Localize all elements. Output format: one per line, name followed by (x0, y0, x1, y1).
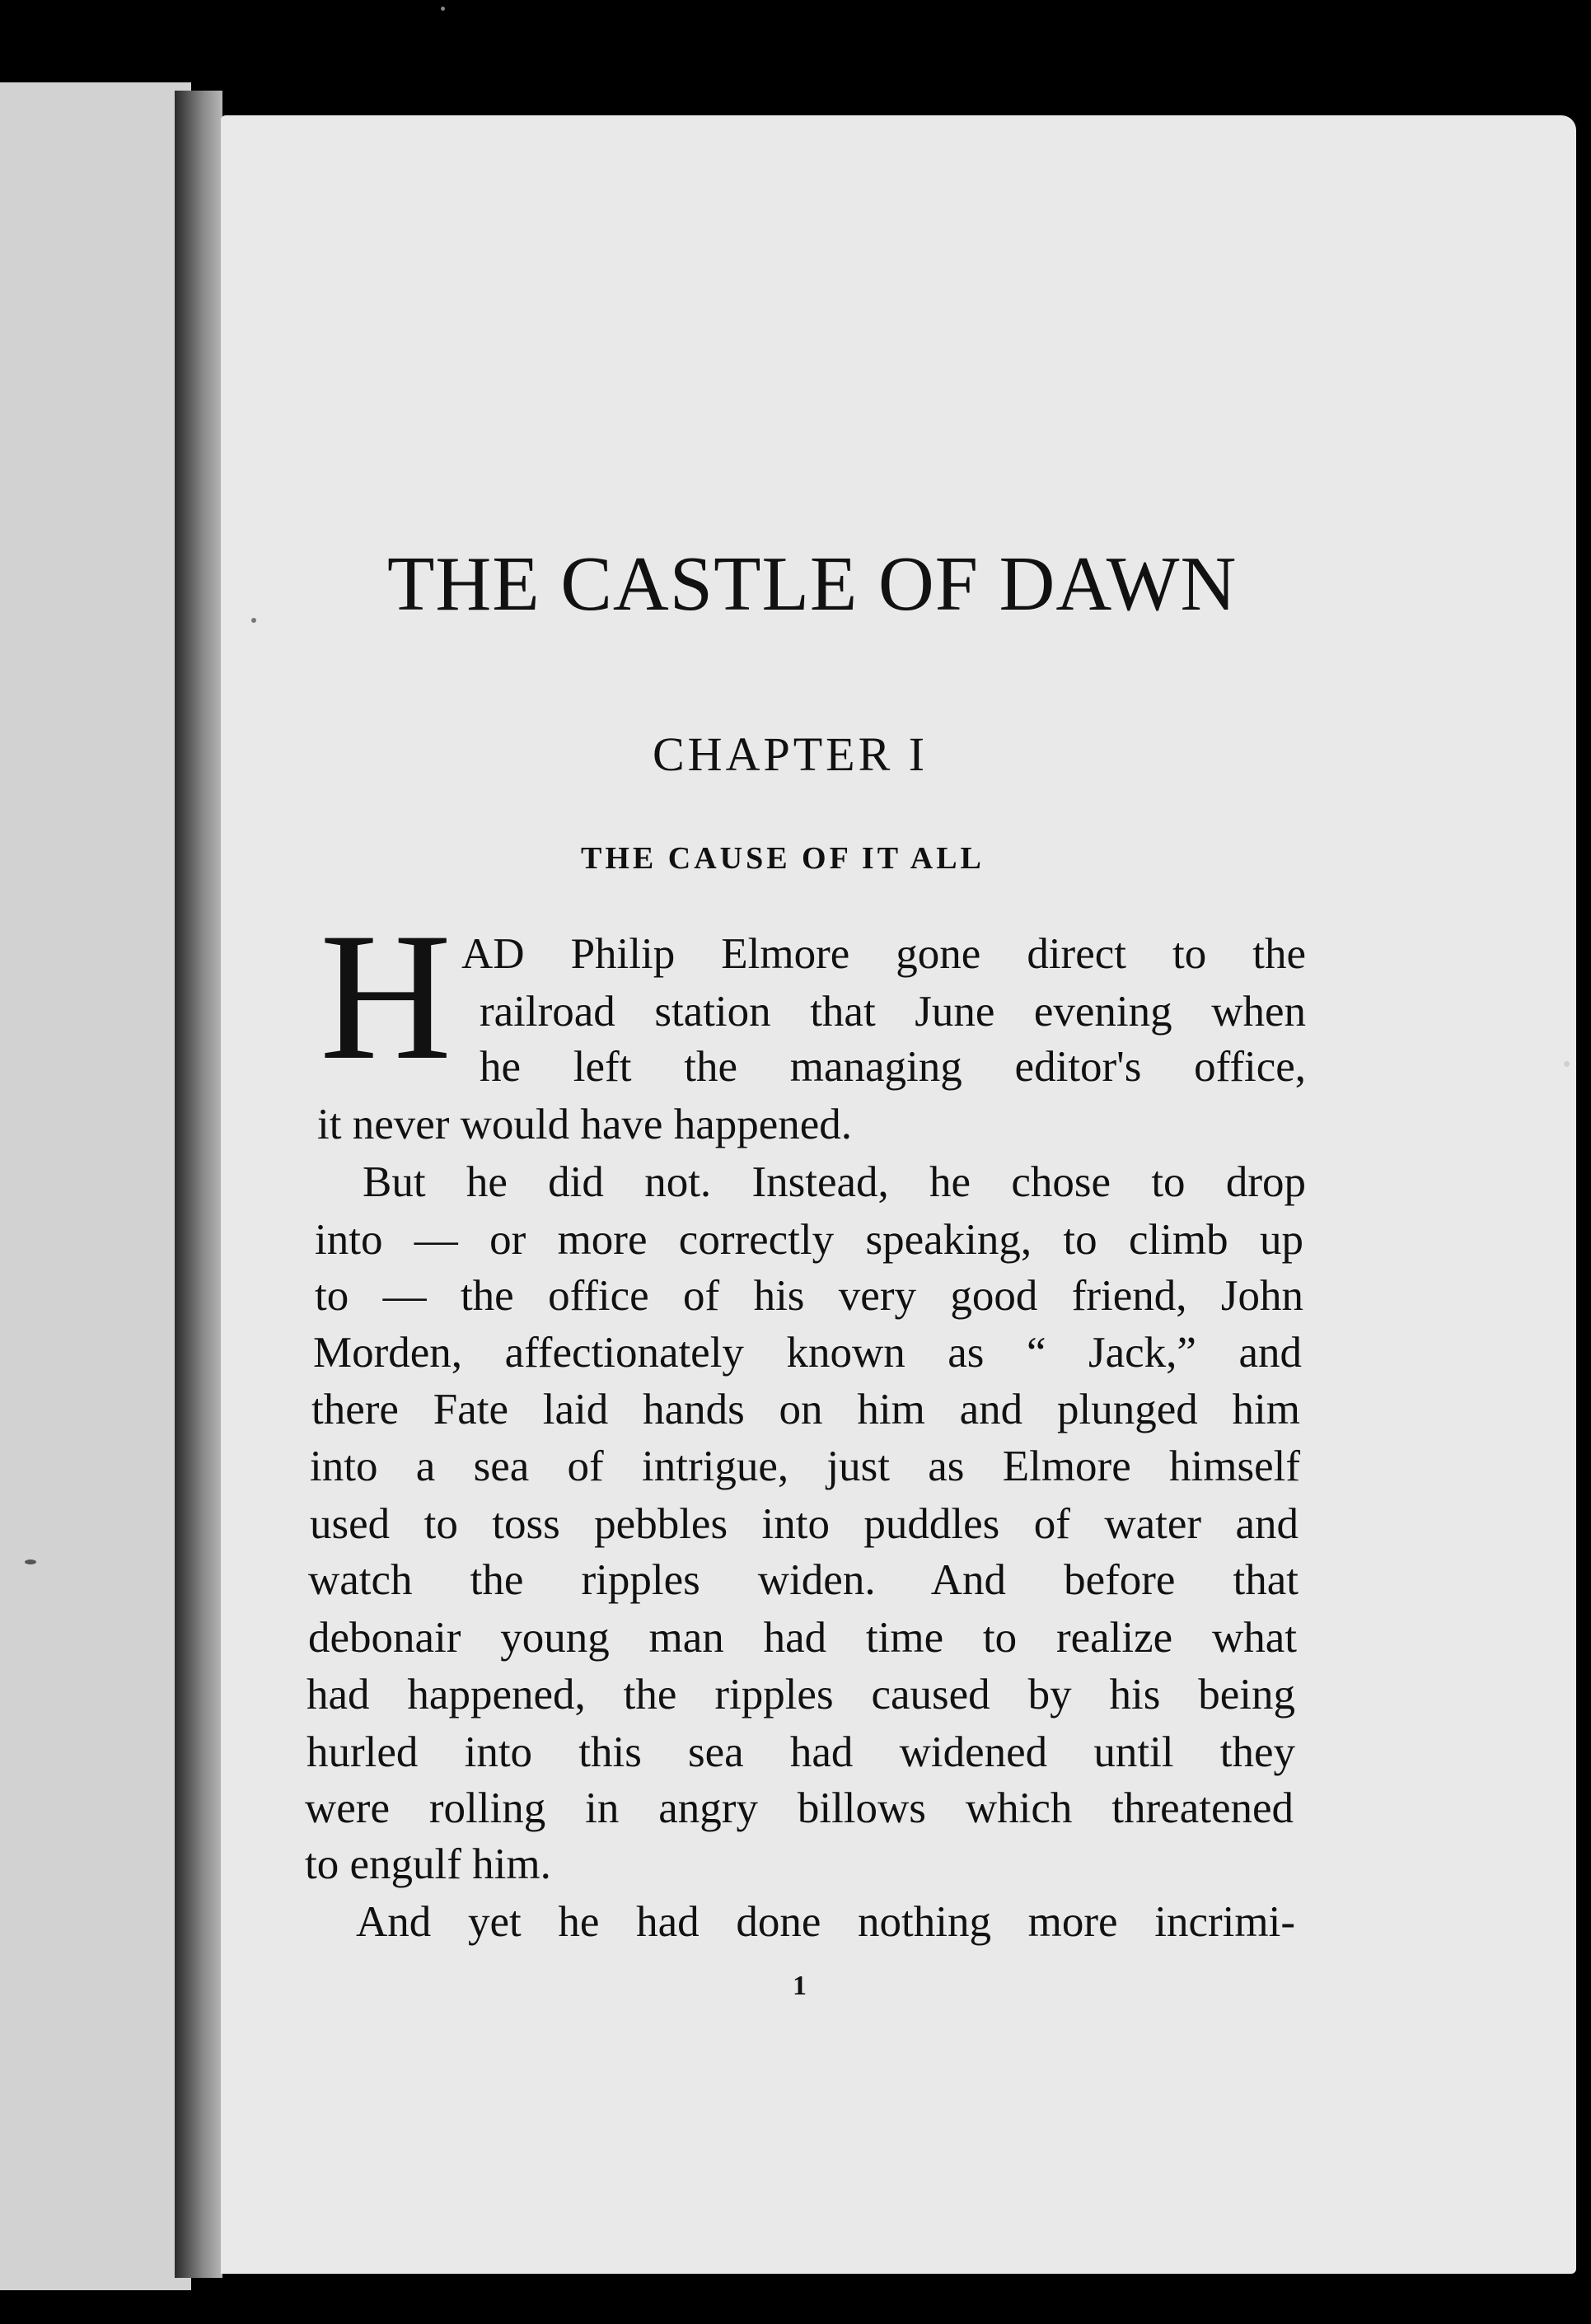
text-line: it never would have happened. (317, 1101, 853, 1148)
text-line: used to toss pebbles into puddles of water and (310, 1500, 1299, 1548)
text-line: hurled into this sea had widened until they (307, 1728, 1295, 1776)
text-line: into — or more correctly speaking, to climb up (315, 1216, 1303, 1264)
text-line: Morden, affectionately known as “ Jack,” and (313, 1329, 1302, 1377)
text-line: there Fate laid hands on him and plunged him (311, 1386, 1300, 1433)
chapter-subtitle: THE CAUSE OF IT ALL (581, 841, 985, 876)
text-line: debonair young man had time to realize what (308, 1614, 1297, 1662)
chapter-heading: CHAPTER I (653, 727, 929, 781)
text-line: to — the office of his very good friend, John (315, 1272, 1303, 1320)
text-line: watch the ripples widen. And before that (308, 1556, 1299, 1604)
text-line: to engulf him. (305, 1840, 551, 1888)
text-line: were rolling in angry billows which threatened (305, 1784, 1294, 1832)
left-page-edge (0, 82, 191, 2290)
text-line: And yet he had done nothing more incrimi- (356, 1898, 1295, 1946)
book-title: THE CASTLE OF DAWN (387, 541, 1238, 627)
text-line: railroad station that June evening when (480, 988, 1306, 1036)
text-line: But he did not. Instead, he chose to drop (363, 1158, 1306, 1206)
scan-speck (251, 618, 256, 623)
scan-speck (1564, 1061, 1570, 1067)
scan-speck (25, 1559, 36, 1564)
text-line: into a sea of intrigue, just as Elmore himself (310, 1443, 1300, 1490)
drop-cap: H (320, 895, 452, 1098)
text-line: had happened, the ripples caused by his being (307, 1671, 1295, 1718)
book-spine-shadow (175, 91, 222, 2278)
text-line: AD Philip Elmore gone direct to the (461, 930, 1306, 978)
scan-speck (441, 7, 445, 11)
page-number: 1 (793, 1971, 807, 2001)
text-line: he left the managing editor's office, (480, 1043, 1306, 1091)
